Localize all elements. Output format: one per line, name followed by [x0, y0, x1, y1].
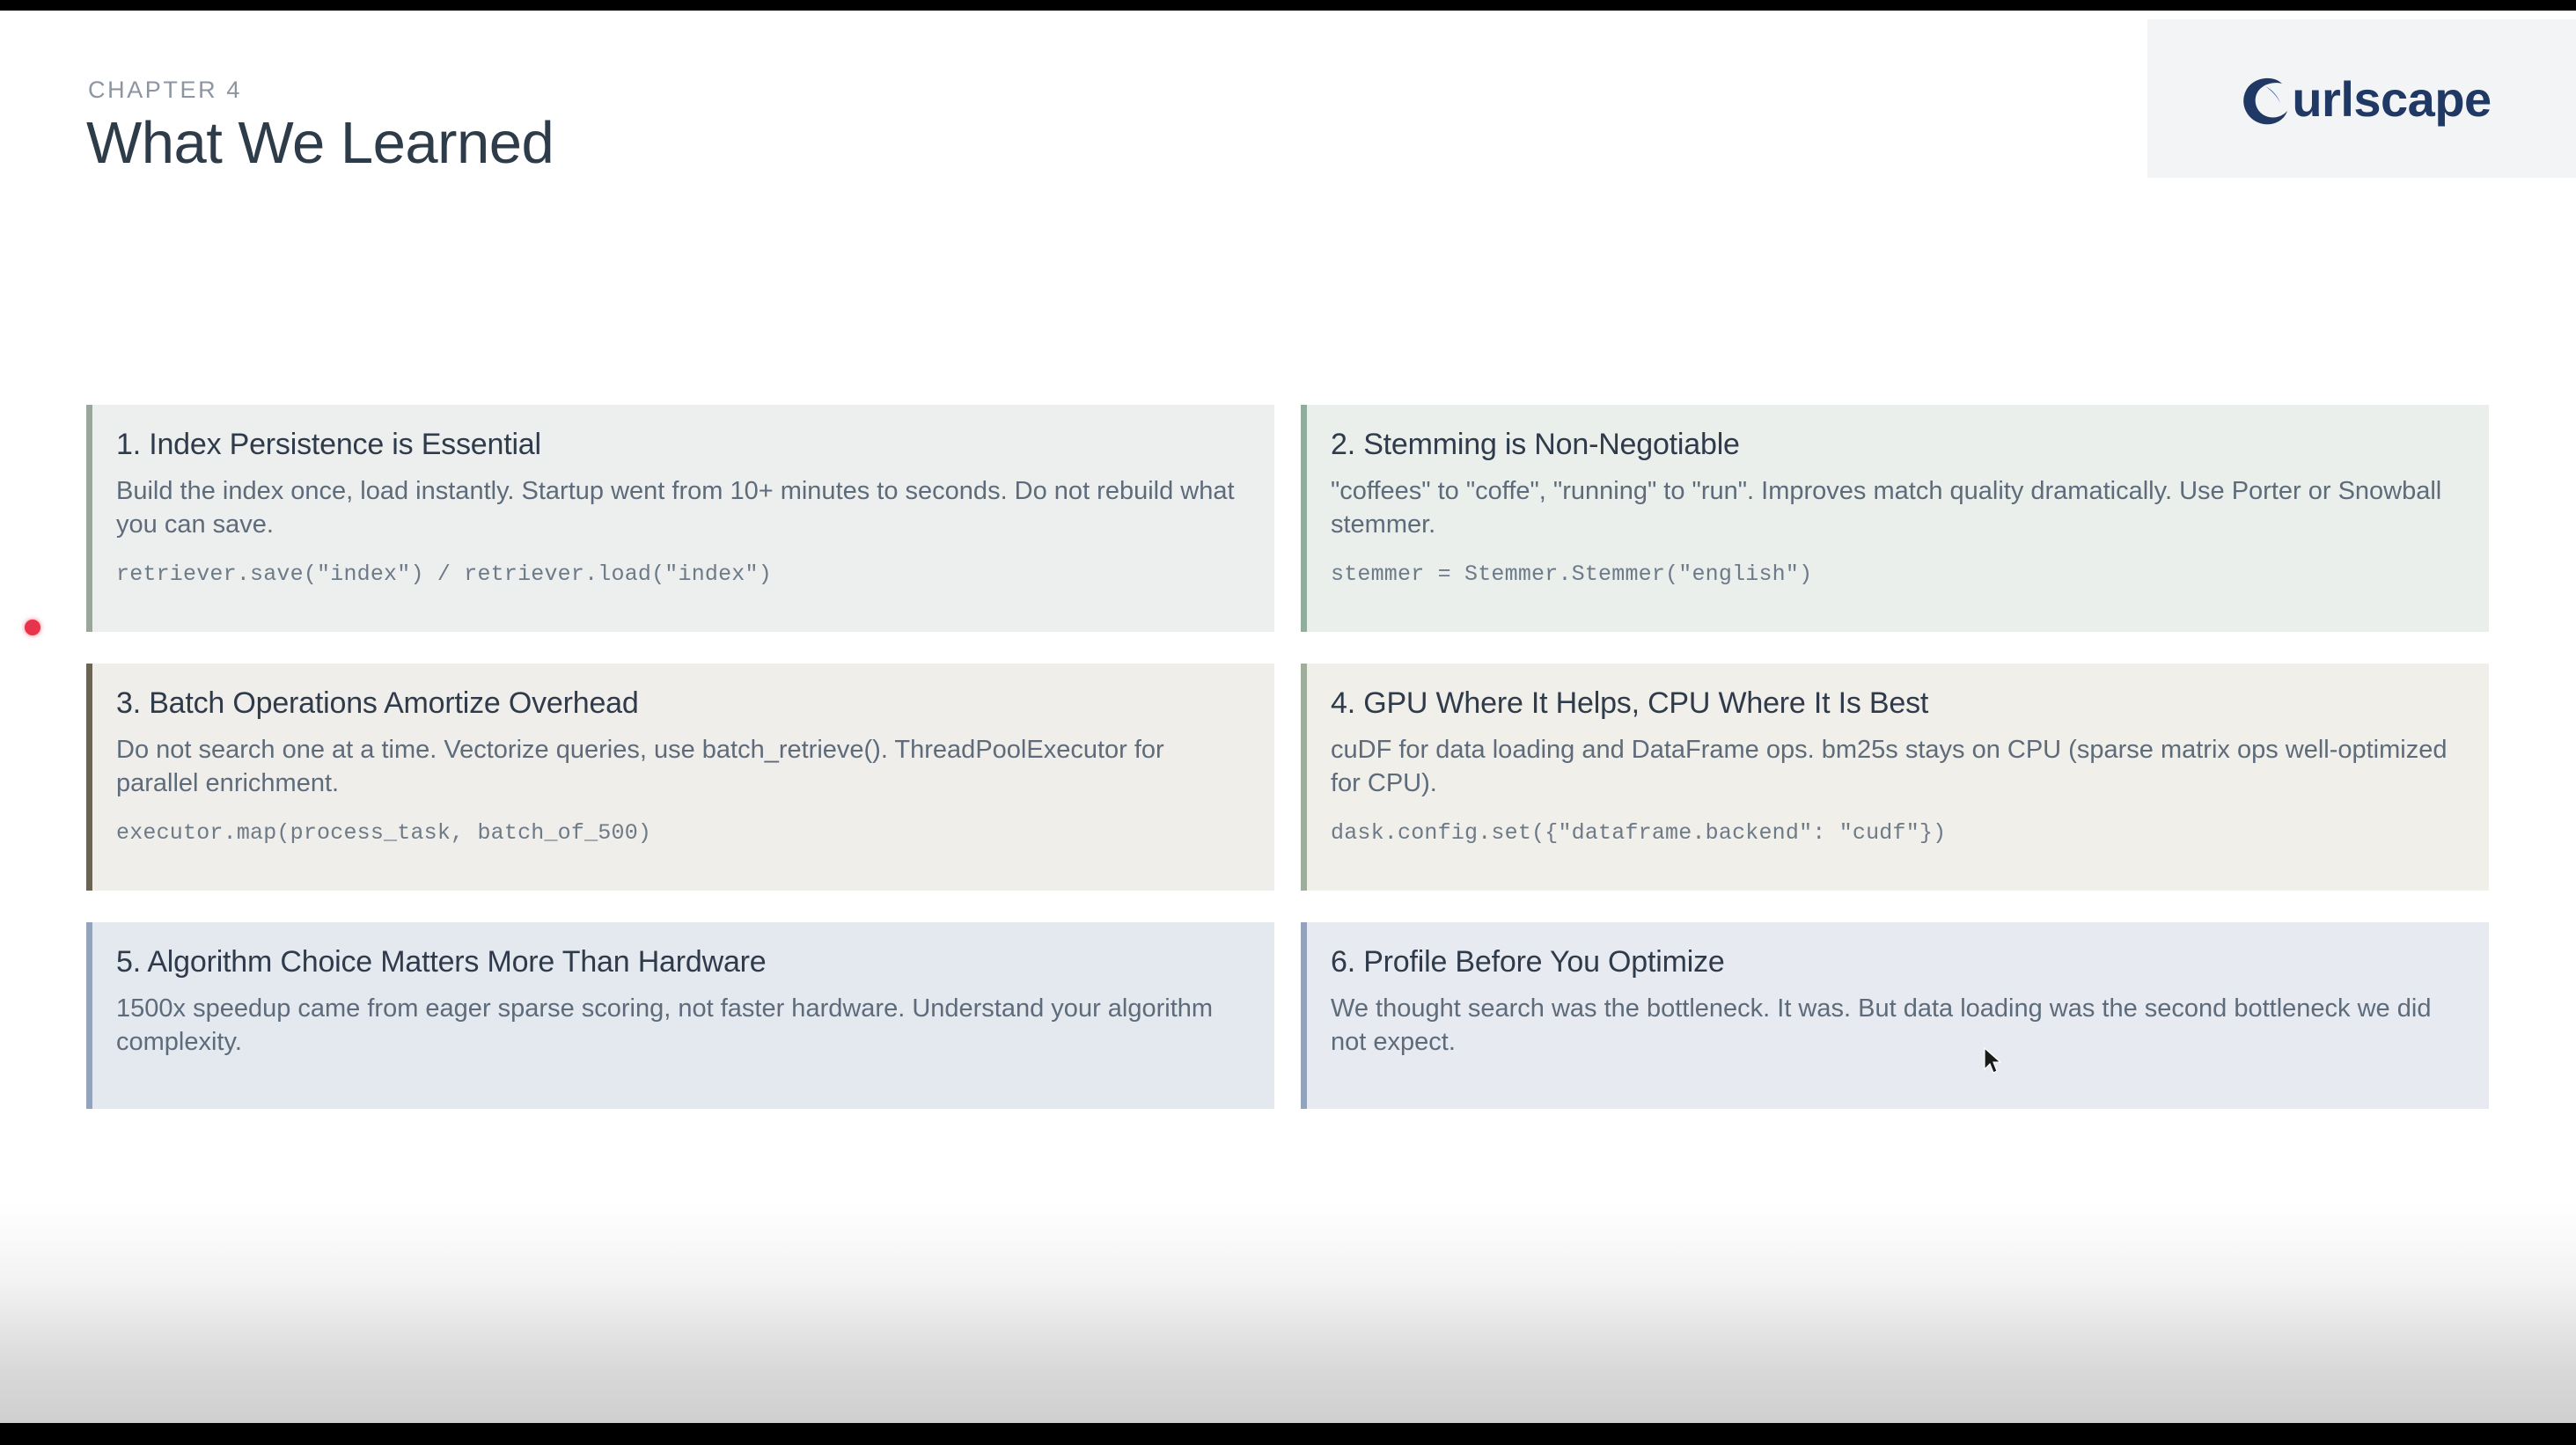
chapter-label: CHAPTER 4: [88, 77, 242, 103]
recording-indicator-icon: [25, 620, 40, 635]
lesson-card-title: 1. Index Persistence is Essential: [116, 428, 541, 461]
top-letterbox-bar: [0, 0, 2576, 11]
lessons-grid: [86, 405, 2489, 1141]
lesson-card-2: [1301, 405, 2489, 632]
brand-logo: [2147, 19, 2576, 178]
lesson-card-code: executor.map(process_task, batch_of_500): [116, 819, 652, 846]
lesson-card-body: We thought search was the bottleneck. It was. But data loading was the second bottleneck we did not expect.: [1331, 994, 2432, 1057]
lessons-row-2: [86, 664, 2489, 891]
card-accent-bar: [86, 405, 92, 632]
lesson-card-title: 6. Profile Before You Optimize: [1331, 945, 1725, 979]
lesson-card-body: cuDF for data loading and DataFrame ops. bm25s stays on CPU (sparse matrix ops well-optimized for CPU).: [1331, 736, 2448, 798]
bottom-letterbox-bar: [0, 1423, 2576, 1445]
card-accent-bar: [86, 664, 92, 891]
lesson-card-code: retriever.save("index") / retriever.load("index"): [116, 561, 772, 587]
c-swirl-icon: [2232, 67, 2299, 134]
slide-bottom-gradient: [0, 1203, 2576, 1423]
lesson-card-1: [86, 405, 1274, 632]
lesson-card-title: 2. Stemming is Non-Negotiable: [1331, 428, 1740, 461]
lesson-card-title: 3. Batch Operations Amortize Overhead: [116, 686, 639, 720]
lesson-card-6: [1301, 922, 2489, 1109]
logo-wordmark: [2232, 65, 2491, 132]
page-title: What We Learned: [86, 110, 554, 176]
lesson-card-title: 4. GPU Where It Helps, CPU Where It Is Best: [1331, 686, 1929, 720]
lesson-card-4: [1301, 664, 2489, 891]
lesson-card-code: dask.config.set({"dataframe.backend": "cudf"}): [1331, 819, 1947, 846]
lesson-card-5: [86, 922, 1274, 1109]
lesson-card-title: 5. Algorithm Choice Matters More Than Hardware: [116, 945, 767, 979]
slide-canvas: [0, 11, 2576, 1423]
lesson-card-body: 1500x speedup came from eager sparse scoring, not faster hardware. Understand your algorithm complexity.: [116, 994, 1214, 1057]
lessons-row-3: [86, 922, 2489, 1109]
lesson-card-body: Build the index once, load instantly. Startup went from 10+ minutes to seconds. Do not rebuild what you can save.: [116, 477, 1235, 539]
card-accent-bar: [1301, 664, 1307, 891]
lesson-card-body: Do not search one at a time. Vectorize queries, use batch_retrieve(). ThreadPoolExecutor for parallel enrichment.: [116, 736, 1164, 798]
logo-text: urlscape: [2292, 70, 2492, 127]
lessons-row-1: [86, 405, 2489, 632]
lesson-card-code: stemmer = Stemmer.Stemmer("english"): [1331, 561, 1813, 587]
card-accent-bar: [1301, 405, 1307, 632]
card-accent-bar: [86, 922, 92, 1109]
card-accent-bar: [1301, 922, 1307, 1109]
lesson-card-3: [86, 664, 1274, 891]
lesson-card-body: "coffees" to "coffe", "running" to "run". Improves match quality dramatically. Use Porter or Snowball stemmer.: [1331, 477, 2442, 539]
